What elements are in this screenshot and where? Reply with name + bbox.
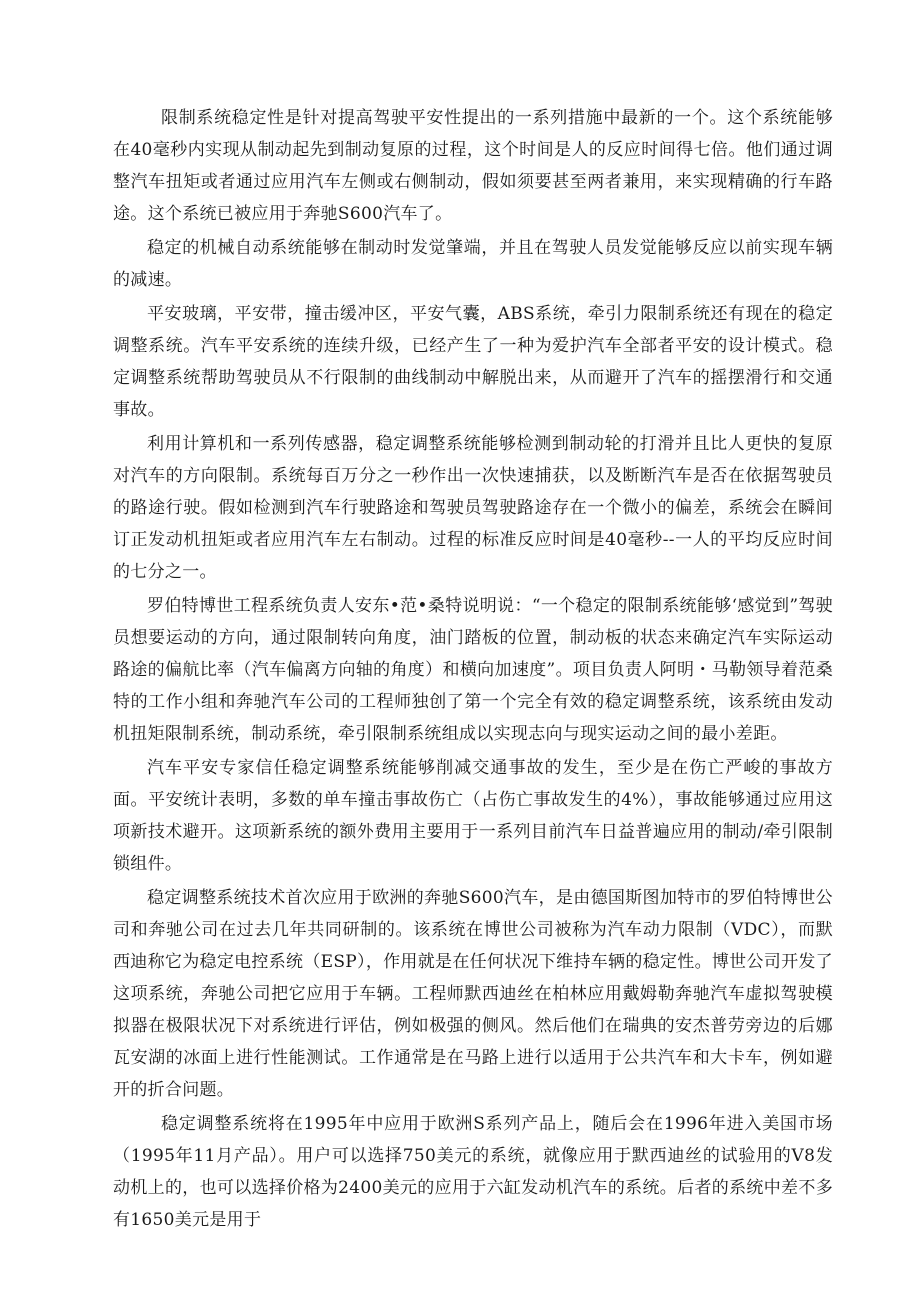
paragraph-7: 稳定调整系统技术首次应用于欧洲的奔驰S600汽车，是由德国斯图加特市的罗伯特博世公司和奔驰公司在过去几年共同研制的。该系统在博世公司被称为汽车动力限制（VDC），而默西迪称它为稳定电控系统（ESP），作用就是在任何状况下维持车辆的稳定性。博世公司开发了这项系统，奔驰公司把它应用于车辆。工程师默西迪丝在柏林应用戴姆勒奔驰汽车虚拟驾驶模拟器在极限状况下对系统进行评估，例如极强的侧风。然后他们在瑞典的安杰普劳旁边的后娜瓦安湖的冰面上进行性能测试。工作通常是在马路上进行以适用于公共汽车和大卡车，例如避开的折合问题。 (113, 888, 833, 1100)
document-body (113, 102, 833, 1238)
paragraph-6: 汽车平安专家信任稳定调整系统能够削减交通事故的发生，至少是在伤亡严峻的事故方面。平安统计表明，多数的单车撞击事故伤亡（占伤亡事故发生的4%），事故能够通过应用这项新技术避开。这项新系统的额外费用主要用于一系列目前汽车日益普遍应用的制动/牵引限制锁组件。 (113, 758, 833, 874)
paragraph-2: 稳定的机械自动系统能够在制动时发觉肇端，并且在驾驶人员发觉能够反应以前实现车辆的减速。 (113, 238, 833, 290)
paragraph-3: 平安玻璃，平安带，撞击缓冲区，平安气囊，ABS系统，牵引力限制系统还有现在的稳定调整系统。汽车平安系统的连续升级，已经产生了一种为爱护汽车全部者平安的设计模式。稳定调整系统帮助驾驶员从不行限制的曲线制动中解脱出来，从而避开了汽车的摇摆滑行和交通事故。 (113, 304, 833, 420)
paragraph-4: 利用计算机和一系列传感器，稳定调整系统能够检测到制动轮的打滑并且比人更快的复原对汽车的方向限制。系统每百万分之一秒作出一次快速捕获，以及断断汽车是否在依据驾驶员的路途行驶。假如检测到汽车行驶路途和驾驶员驾驶路途存在一个微小的偏差，系统会在瞬间订正发动机扭矩或者应用汽车左右制动。过程的标准反应时间是40毫秒--一人的平均反应时间的七分之一。 (113, 434, 833, 582)
paragraph-1: 限制系统稳定性是针对提高驾驶平安性提出的一系列措施中最新的一个。这个系统能够在40毫秒内实现从制动起先到制动复原的过程，这个时间是人的反应时间得七倍。他们通过调整汽车扭矩或者通过应用汽车左侧或右侧制动，假如须要甚至两者兼用，来实现精确的行车路途。这个系统已被应用于奔驰S600汽车了。 (113, 108, 833, 224)
paragraph-5: 罗伯特博世工程系统负责人安东•范•桑特说明说：“一个稳定的限制系统能够‘感觉到”驾驶员想要运动的方向，通过限制转向角度，油门踏板的位置，制动板的状态来确定汽车实际运动路途的偏航比率（汽车偏离方向轴的角度）和横向加速度”。项目负责人阿明・马勒领导着范桑特的工作小组和奔驰汽车公司的工程师独创了第一个完全有效的稳定调整系统，该系统由发动机扭矩限制系统，制动系统，牵引限制系统组成以实现志向与现实运动之间的最小差距。 (113, 596, 833, 744)
paragraph-8: 稳定调整系统将在1995年中应用于欧洲S系列产品上，随后会在1996年进入美国市场（1995年11月产品）。用户可以选择750美元的系统，就像应用于默西迪丝的试验用的V8发动机上的，也可以选择价格为2400美元的应用于六缸发动机汽车的系统。后者的系统中差不多有1650美元是用于 (113, 1114, 833, 1230)
